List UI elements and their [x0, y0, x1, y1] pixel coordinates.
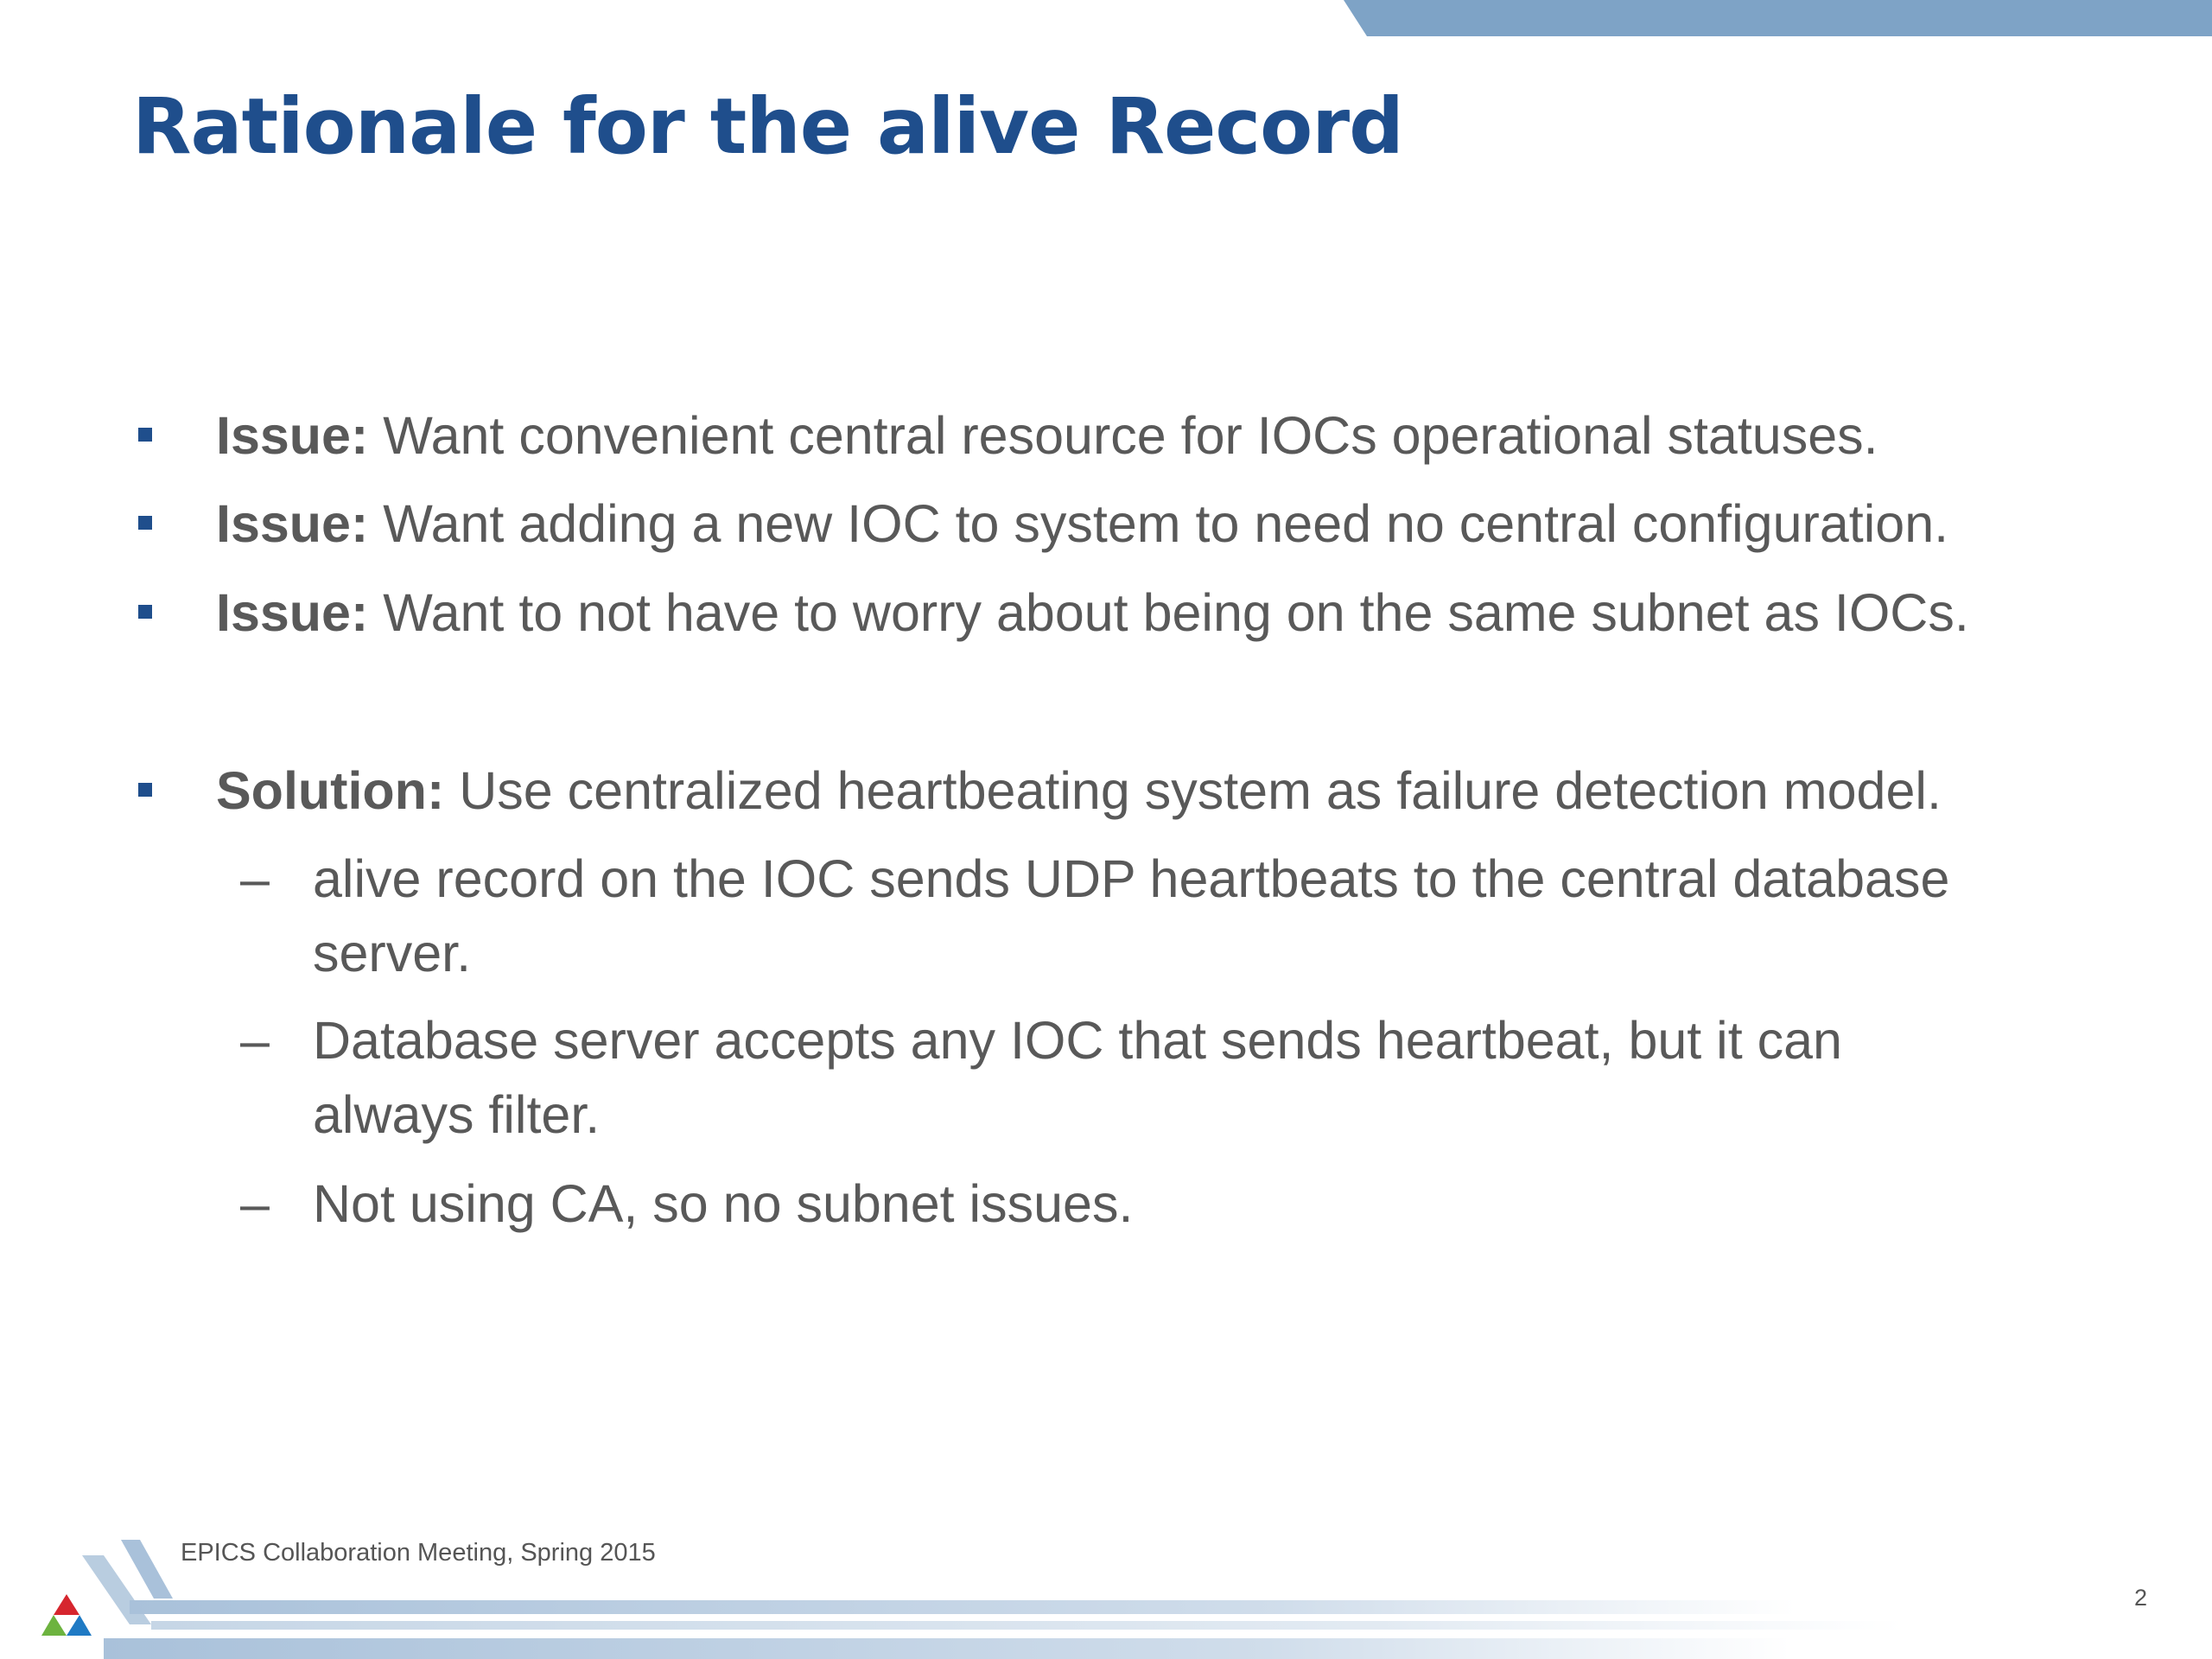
bullet-text	[216, 487, 1948, 560]
subbullet-line: Database server accepts any IOC that sends heartbeat, but it can	[313, 1011, 1842, 1070]
argonne-logo-icon	[41, 1592, 92, 1637]
slide-title: Rationale for the alive Record	[132, 81, 1403, 171]
bullet-text	[216, 576, 1969, 649]
subbullet-line: always filter.	[313, 1085, 601, 1144]
subbullet-text	[313, 1003, 2041, 1152]
subbullet-line: alive record on the IOC sends UDP heartbeats to the central database	[313, 849, 1950, 908]
bullet-label: Solution:	[216, 761, 445, 820]
footer-meeting-label: EPICS Collaboration Meeting, Spring 2015	[181, 1539, 656, 1567]
bullet-text	[216, 399, 1878, 472]
dash-bullet-icon: –	[240, 849, 270, 908]
dash-bullet-icon: –	[240, 1011, 270, 1070]
bullet-label: Issue:	[216, 583, 369, 642]
subbullet-text	[313, 842, 2041, 990]
page-number: 2	[2134, 1585, 2148, 1611]
bullet-text	[216, 754, 1942, 827]
square-bullet-icon	[138, 516, 152, 530]
bullet-body: Use centralized heartbeating system as failure detection model.	[444, 761, 1942, 820]
square-bullet-icon	[138, 783, 152, 797]
subbullet-line: server.	[313, 924, 472, 982]
bullet-label: Issue:	[216, 494, 369, 553]
bullet-body: Want to not have to worry about being on the same subnet as IOCs.	[368, 583, 1969, 642]
subbullet-line: Not using CA, so no subnet issues.	[313, 1174, 1134, 1233]
dash-bullet-icon: –	[240, 1174, 270, 1233]
square-bullet-icon	[138, 605, 152, 619]
subbullet-text	[313, 1166, 2041, 1241]
bullet-body: Want convenient central resource for IOCs operational statuses.	[368, 406, 1878, 465]
square-bullet-icon	[138, 428, 152, 442]
bullet-label: Issue:	[216, 406, 369, 465]
bullet-body: Want adding a new IOC to system to need no central configuration.	[368, 494, 1949, 553]
